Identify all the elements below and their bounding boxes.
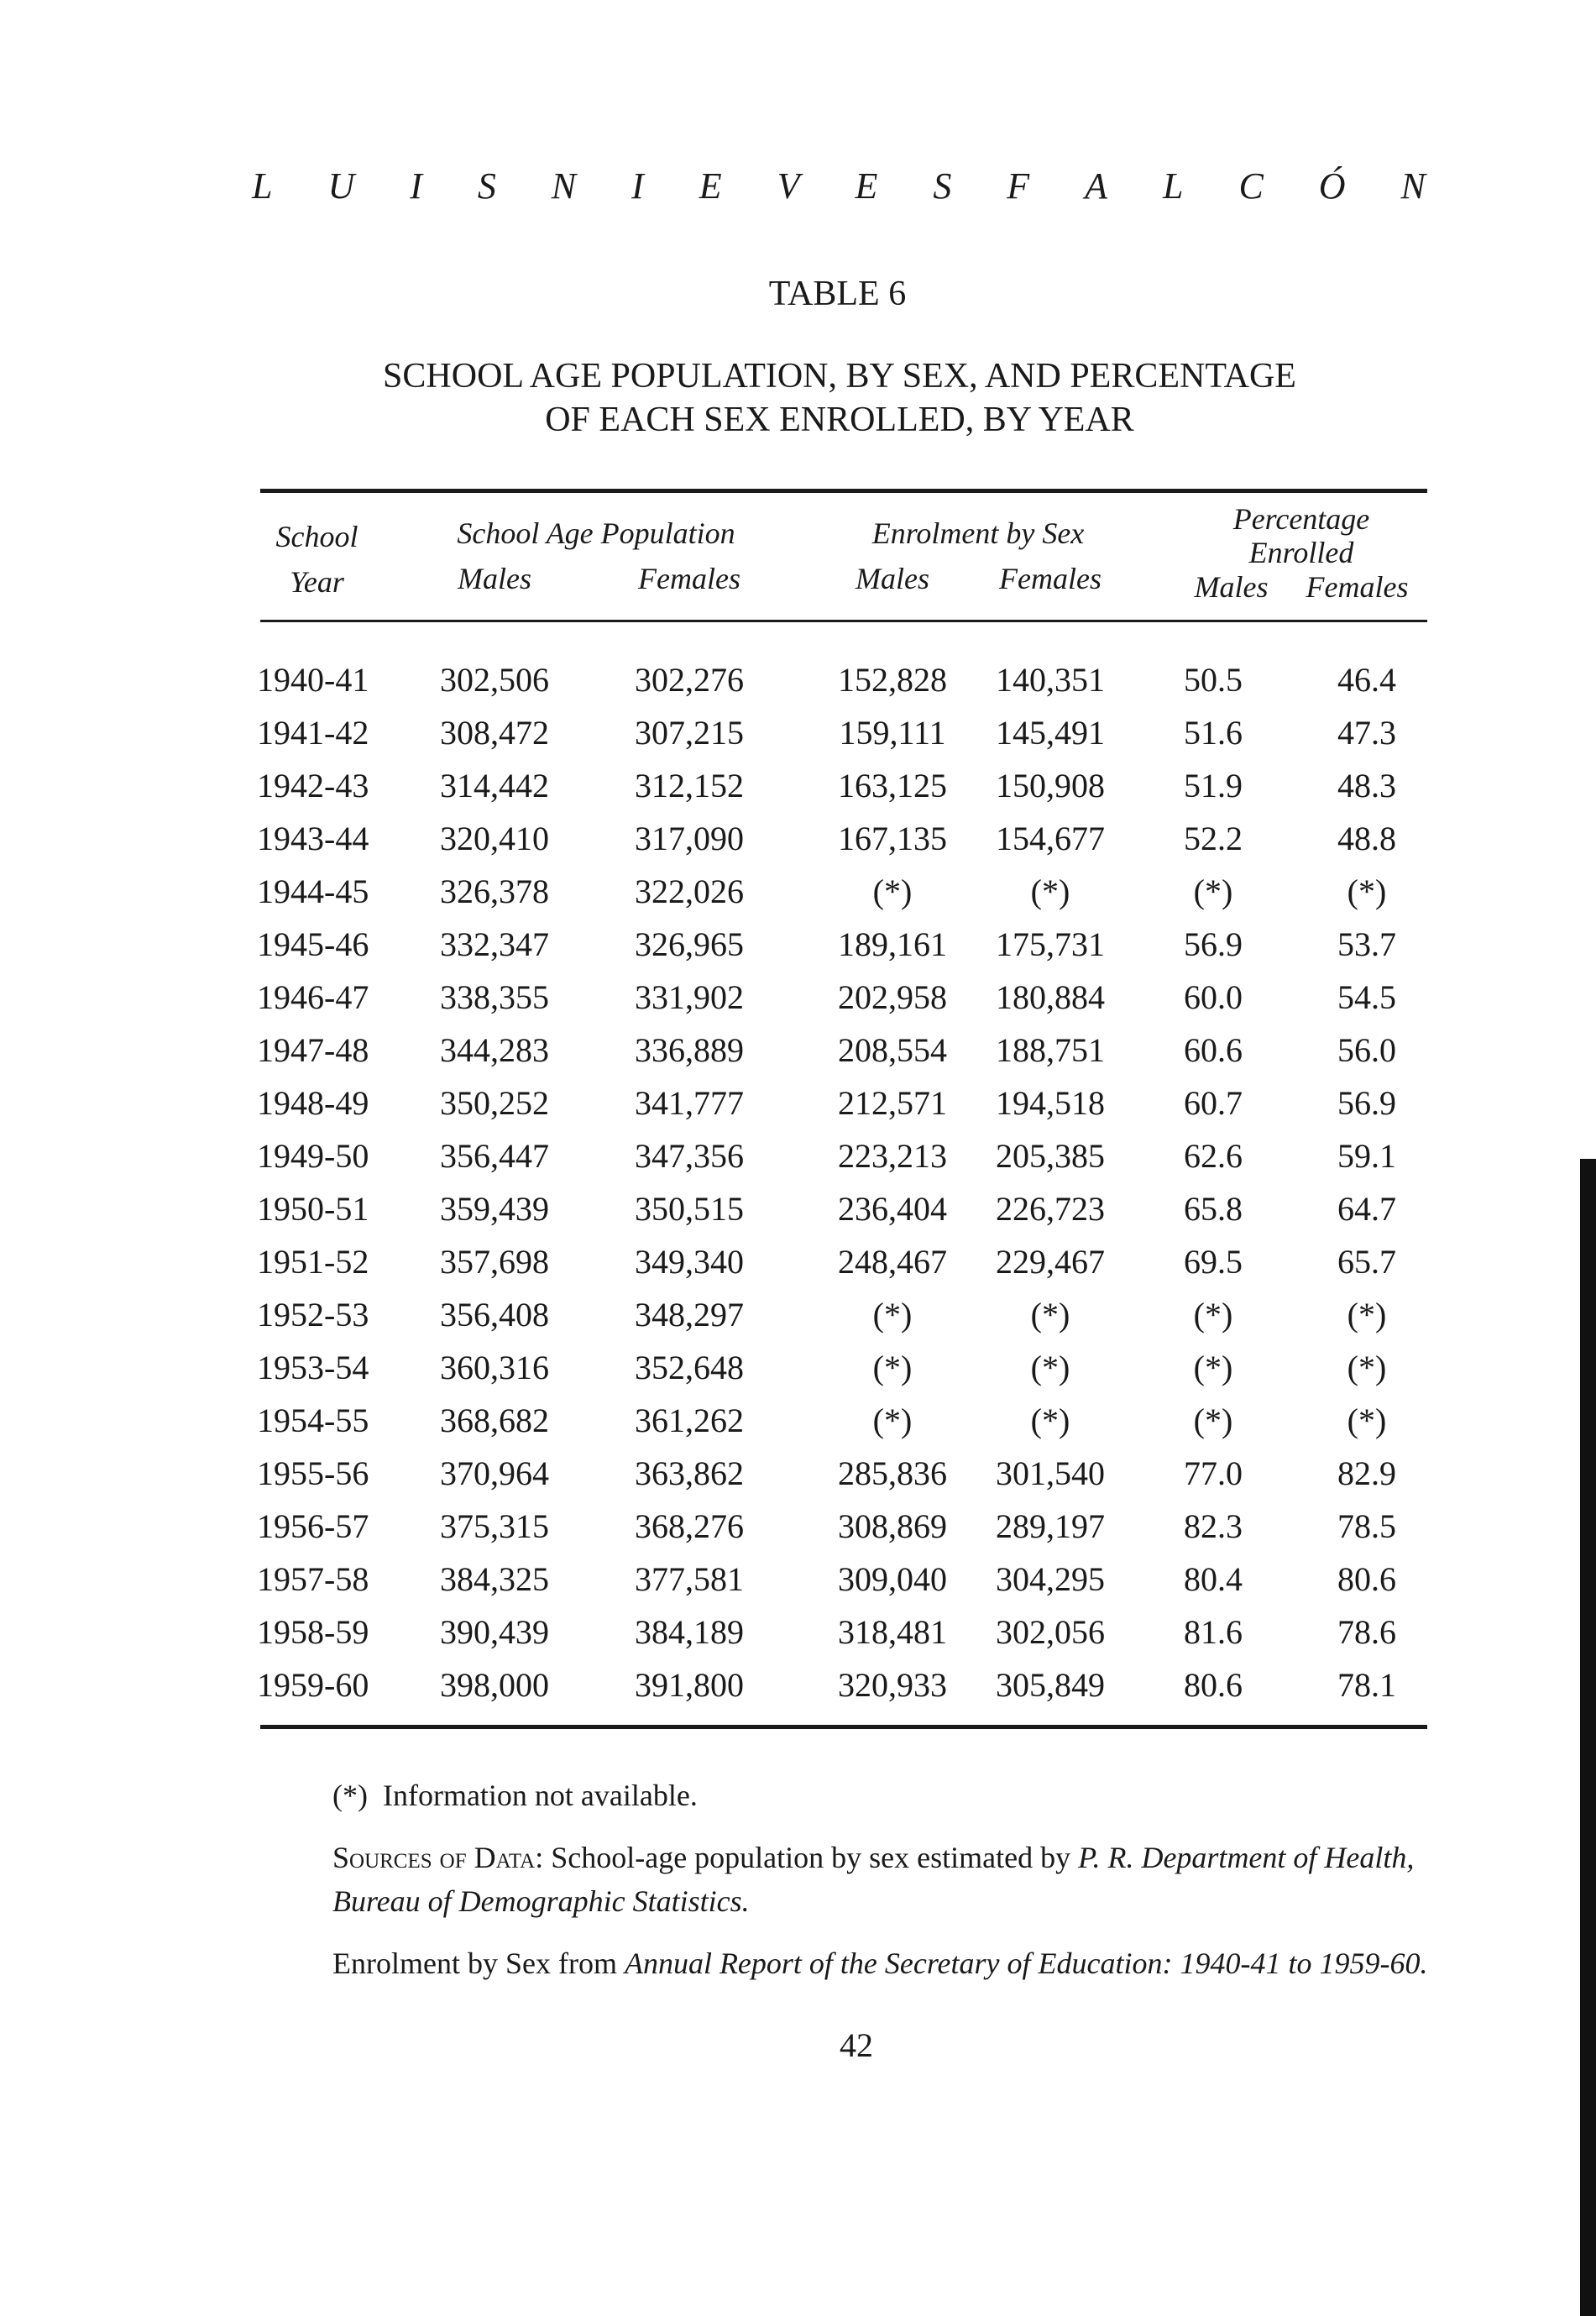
cell-school-year: 1958-59 (257, 1613, 369, 1651)
cell-percent-females: (*) (1347, 1402, 1387, 1439)
cell-enrolment-females: 205,385 (996, 1137, 1105, 1175)
cell-enrolment-females: 302,056 (996, 1613, 1105, 1651)
cell-percent-females: 47.3 (1337, 714, 1396, 752)
table-row (252, 1080, 1427, 1133)
cell-percent-males: 52.2 (1184, 820, 1243, 857)
running-head-letter: A (1085, 165, 1110, 207)
note-sources: Sources of Data: School-age population by sex estimated by P. R. Department of Health, Bureau of Demographic Statistics. (332, 1841, 1415, 1918)
cell-enrolment-males: (*) (872, 872, 913, 910)
cell-percent-females: 78.6 (1337, 1613, 1396, 1651)
header-percentage-line-1: Percentage (1232, 502, 1370, 536)
running-head-letter: E (699, 165, 724, 207)
cell-percent-males: 80.6 (1184, 1666, 1243, 1704)
cell-percent-males: 82.3 (1184, 1507, 1243, 1545)
cell-population-females: 349,340 (635, 1243, 744, 1281)
cell-enrolment-males: 318,481 (838, 1613, 947, 1651)
cell-enrolment-females: 305,849 (996, 1666, 1105, 1704)
cell-enrolment-males: 167,135 (838, 820, 947, 857)
running-head-letter: U (327, 165, 357, 207)
cell-enrolment-males: 236,404 (838, 1190, 947, 1228)
cell-enrolment-males: (*) (872, 1349, 913, 1386)
header-population-females: Females (638, 562, 740, 595)
cell-population-females: 348,297 (635, 1296, 744, 1334)
note-star-text: Information not available. (382, 1779, 698, 1812)
cell-school-year: 1959-60 (257, 1666, 369, 1704)
running-head (252, 165, 1427, 207)
cell-population-males: 344,283 (440, 1031, 549, 1069)
cell-population-females: 377,581 (635, 1560, 744, 1598)
title-line-2: OF EACH SEX ENROLLED, BY YEAR (545, 401, 1134, 439)
cell-percent-females: 53.7 (1337, 925, 1396, 963)
cell-percent-males: 51.9 (1184, 767, 1243, 804)
note-sources-text: School-age population by sex estimated by (551, 1841, 1071, 1874)
cell-school-year: 1947-48 (257, 1031, 369, 1069)
cell-percent-females: 64.7 (1337, 1190, 1396, 1228)
cell-school-year: 1946-47 (257, 978, 369, 1016)
cell-percent-females: (*) (1347, 872, 1387, 910)
cell-enrolment-females: 154,677 (996, 820, 1105, 857)
cell-percent-males: 77.0 (1184, 1454, 1243, 1492)
cell-enrolment-females: 304,295 (996, 1560, 1105, 1598)
table-row (252, 762, 1427, 815)
cell-enrolment-males: 202,958 (838, 978, 947, 1016)
table-row (252, 868, 1427, 921)
cell-enrolment-males: 248,467 (838, 1243, 947, 1281)
cell-enrolment-females: 188,751 (996, 1031, 1105, 1069)
cell-population-females: 384,189 (635, 1613, 744, 1651)
cell-percent-males: 51.6 (1184, 714, 1243, 752)
cell-population-males: 326,378 (440, 872, 549, 910)
table-row (252, 1344, 1427, 1397)
cell-enrolment-males: 223,213 (838, 1137, 947, 1175)
note-not-available (274, 1774, 1432, 1817)
cell-population-males: 368,682 (440, 1402, 549, 1439)
cell-enrolment-males: 285,836 (838, 1454, 947, 1492)
cell-population-males: 320,410 (440, 820, 549, 857)
cell-school-year: 1949-50 (257, 1137, 369, 1175)
cell-percent-females: 78.1 (1337, 1666, 1396, 1704)
cell-school-year: 1953-54 (257, 1349, 369, 1386)
note-sources-italic: P. R. Department of Health, Bureau of Demographic Statistics. (332, 1841, 1415, 1918)
header-enrolment-group: Enrolment by Sex (871, 516, 1085, 550)
cell-school-year: 1943-44 (257, 820, 369, 857)
header-percentage-females: Females (1306, 570, 1409, 604)
running-head-letter: Ó (1318, 165, 1347, 207)
cell-percent-males: (*) (1193, 1349, 1233, 1386)
cell-percent-females: 48.3 (1337, 767, 1396, 804)
title-line-1: SCHOOL AGE POPULATION, BY SEX, AND PERCENTAGE (383, 357, 1296, 396)
table-row (252, 1503, 1427, 1556)
cell-population-females: 336,889 (635, 1031, 744, 1069)
cell-enrolment-females: (*) (1030, 1402, 1070, 1439)
note-enrolment-text: Enrolment by Sex from (332, 1947, 617, 1980)
cell-enrolment-females: (*) (1030, 872, 1070, 910)
running-head-letter: N (1400, 165, 1427, 207)
cell-population-females: 331,902 (635, 978, 744, 1016)
table-row (252, 1662, 1427, 1715)
cell-population-females: 326,965 (635, 925, 744, 963)
running-head-letter: E (855, 165, 880, 207)
table-row (252, 921, 1427, 974)
running-head-letter: S (933, 165, 954, 207)
cell-percent-males: 62.6 (1184, 1137, 1243, 1175)
cell-enrolment-females: (*) (1030, 1349, 1070, 1386)
cell-school-year: 1940-41 (257, 661, 369, 699)
cell-school-year: 1957-58 (257, 1560, 369, 1598)
table-row (252, 1609, 1427, 1662)
cell-percent-females: 65.7 (1337, 1243, 1396, 1281)
cell-population-females: 347,356 (635, 1137, 744, 1175)
note-star-symbol: (*) (332, 1779, 368, 1812)
table-row (252, 710, 1427, 762)
table-title (252, 354, 1427, 442)
cell-percent-females: (*) (1347, 1296, 1387, 1334)
cell-enrolment-males: 152,828 (838, 661, 947, 699)
cell-enrolment-females: 301,540 (996, 1454, 1105, 1492)
header-year-line-2: Year (290, 565, 344, 599)
cell-population-males: 375,315 (440, 1507, 549, 1545)
table-row (252, 1239, 1427, 1292)
header-population-group: School Age Population (457, 516, 735, 550)
cell-population-males: 357,698 (440, 1243, 549, 1281)
cell-population-males: 356,447 (440, 1137, 549, 1175)
note-enrolment (274, 1941, 1432, 1985)
cell-school-year: 1941-42 (257, 714, 369, 752)
header-enrolment-females: Females (999, 562, 1102, 595)
cell-school-year: 1954-55 (257, 1402, 369, 1439)
header-rule (260, 620, 1427, 622)
note-sources-label: Sources of Data (332, 1841, 536, 1874)
cell-population-males: 359,439 (440, 1190, 549, 1228)
header-year-line-1: School (275, 520, 358, 553)
cell-percent-males: 60.6 (1184, 1031, 1243, 1069)
top-rule (260, 489, 1427, 493)
cell-enrolment-females: 145,491 (996, 714, 1105, 752)
header-percentage-sub (1175, 569, 1427, 605)
cell-population-females: 363,862 (635, 1454, 744, 1492)
running-head-letter: I (410, 165, 424, 207)
table-row (252, 974, 1427, 1027)
cell-population-females: 391,800 (635, 1666, 744, 1704)
cell-population-males: 398,000 (440, 1666, 549, 1704)
running-head-letter: N (551, 165, 578, 207)
cell-enrolment-females: 175,731 (996, 925, 1105, 963)
running-head-letter: F (1007, 165, 1032, 207)
cell-population-males: 332,347 (440, 925, 549, 963)
cell-population-females: 312,152 (635, 767, 744, 804)
running-head-letter: S (477, 165, 498, 207)
cell-percent-males: 50.5 (1184, 661, 1243, 699)
cell-enrolment-females: 140,351 (996, 661, 1105, 699)
cell-population-females: 317,090 (635, 820, 744, 857)
cell-school-year: 1948-49 (257, 1084, 369, 1122)
table-row (252, 1292, 1427, 1344)
cell-percent-females: 59.1 (1337, 1137, 1396, 1175)
cell-population-males: 384,325 (440, 1560, 549, 1598)
cell-population-males: 390,439 (440, 1613, 549, 1651)
cell-school-year: 1944-45 (257, 872, 369, 910)
cell-population-females: 307,215 (635, 714, 744, 752)
cell-enrolment-males: 320,933 (838, 1666, 947, 1704)
cell-percent-females: 82.9 (1337, 1454, 1396, 1492)
cell-percent-females: 46.4 (1337, 661, 1396, 699)
cell-enrolment-males: 208,554 (838, 1031, 947, 1069)
cell-percent-males: 56.9 (1184, 925, 1243, 963)
running-head-letter: L (1163, 165, 1185, 207)
running-head-letter: V (777, 165, 802, 207)
table-row (252, 1133, 1427, 1186)
bottom-rule (260, 1725, 1427, 1729)
table-row (252, 1397, 1427, 1450)
cell-percent-males: (*) (1193, 1402, 1233, 1439)
cell-population-males: 314,442 (440, 767, 549, 804)
header-school-year (260, 514, 374, 605)
header-percentage-males: Males (1194, 570, 1269, 604)
cell-population-males: 350,252 (440, 1084, 549, 1122)
header-enrolment-males: Males (856, 562, 929, 595)
cell-school-year: 1951-52 (257, 1243, 369, 1281)
cell-enrolment-males: 159,111 (839, 714, 946, 752)
cell-population-females: 352,648 (635, 1349, 744, 1386)
cell-school-year: 1945-46 (257, 925, 369, 963)
cell-school-year: 1950-51 (257, 1190, 369, 1228)
cell-enrolment-females: 289,197 (996, 1507, 1105, 1545)
cell-enrolment-males: 308,869 (838, 1507, 947, 1545)
header-population-males: Males (458, 562, 531, 595)
table-row (252, 1450, 1427, 1503)
cell-percent-males: 81.6 (1184, 1613, 1243, 1651)
cell-population-males: 370,964 (440, 1454, 549, 1492)
cell-enrolment-females: 229,467 (996, 1243, 1105, 1281)
cell-school-year: 1956-57 (257, 1507, 369, 1545)
cell-enrolment-males: 189,161 (838, 925, 947, 963)
table-label: TABLE 6 (768, 275, 907, 313)
table-row (252, 815, 1427, 868)
cell-enrolment-females: 194,518 (996, 1084, 1105, 1122)
running-head-letter: I (631, 165, 646, 207)
cell-population-females: 368,276 (635, 1507, 744, 1545)
cell-population-females: 350,515 (635, 1190, 744, 1228)
cell-population-males: 356,408 (440, 1296, 549, 1334)
cell-percent-males: 65.8 (1184, 1190, 1243, 1228)
cell-enrolment-males: (*) (872, 1296, 913, 1334)
cell-school-year: 1955-56 (257, 1454, 369, 1492)
scan-edge-shadow (1580, 1159, 1596, 2316)
cell-percent-females: 54.5 (1337, 978, 1396, 1016)
table-row (252, 1027, 1427, 1080)
page-number: 42 (840, 2026, 873, 2064)
running-head-letter: L (252, 165, 275, 207)
cell-population-females: 302,276 (635, 661, 744, 699)
table-row (252, 1186, 1427, 1239)
cell-population-females: 341,777 (635, 1084, 744, 1122)
cell-percent-females: 78.5 (1337, 1507, 1396, 1545)
cell-population-females: 322,026 (635, 872, 744, 910)
cell-population-females: 361,262 (635, 1402, 744, 1439)
table-row (252, 657, 1427, 710)
cell-percent-females: 56.0 (1337, 1031, 1396, 1069)
cell-enrolment-females: 226,723 (996, 1190, 1105, 1228)
cell-percent-males: (*) (1193, 1296, 1233, 1334)
cell-school-year: 1942-43 (257, 767, 369, 804)
cell-population-males: 338,355 (440, 978, 549, 1016)
cell-enrolment-females: (*) (1030, 1296, 1070, 1334)
cell-percent-males: 60.0 (1184, 978, 1243, 1016)
cell-percent-males: 60.7 (1184, 1084, 1243, 1122)
cell-percent-females: (*) (1347, 1349, 1387, 1386)
cell-enrolment-males: 212,571 (838, 1084, 947, 1122)
header-percentage-group (1175, 502, 1427, 569)
cell-population-males: 308,472 (440, 714, 549, 752)
cell-percent-females: 48.8 (1337, 820, 1396, 857)
cell-percent-males: 80.4 (1184, 1560, 1243, 1598)
running-head-letter: C (1238, 165, 1265, 207)
table-row (252, 1556, 1427, 1609)
cell-enrolment-females: 150,908 (996, 767, 1105, 804)
table-notes (274, 1774, 1432, 2004)
cell-percent-males: 69.5 (1184, 1243, 1243, 1281)
cell-enrolment-males: 163,125 (838, 767, 947, 804)
cell-percent-females: 56.9 (1337, 1084, 1396, 1122)
cell-school-year: 1952-53 (257, 1296, 369, 1334)
cell-percent-males: (*) (1193, 872, 1233, 910)
cell-population-males: 360,316 (440, 1349, 549, 1386)
cell-enrolment-males: 309,040 (838, 1560, 947, 1598)
cell-population-males: 302,506 (440, 661, 549, 699)
cell-enrolment-males: (*) (872, 1402, 913, 1439)
table-body (252, 657, 1427, 1715)
note-enrolment-italic: Annual Report of the Secretary of Education: 1940-41 to 1959-60. (624, 1947, 1428, 1980)
header-percentage-line-2: Enrolled (1248, 536, 1354, 569)
cell-enrolment-females: 180,884 (996, 978, 1105, 1016)
cell-percent-females: 80.6 (1337, 1560, 1396, 1598)
